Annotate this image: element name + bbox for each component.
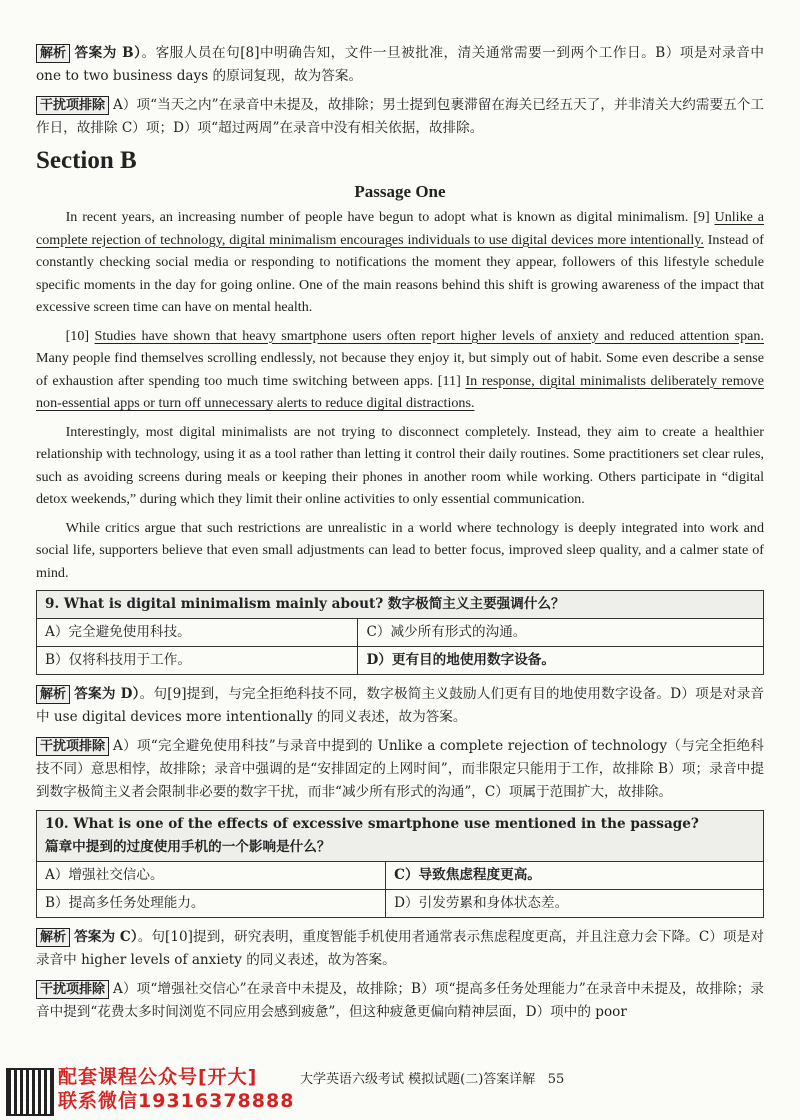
q9-distractor: [36, 735, 764, 804]
question-9-stem: 9. What is digital minimalism mainly about? 数字极简主义主要强调什么？: [37, 591, 764, 619]
answer-label: 答案为 D）: [74, 686, 140, 702]
distractor-text: A）项“增强社交信心”在录音中未提及，故排除；B）项“提高多任务处理能力”在录音中未提及，故排除；录音中提到“花费太多时间浏览不同应用会感到疲惫”，但这种疲惫更偏向精神层面，D）项中的 poor: [36, 981, 764, 1020]
passage-paragraph-2: [36, 325, 764, 415]
option-b: B）提高多任务处理能力。: [37, 890, 386, 918]
option-c-correct: C）导致焦虑程度更高。: [386, 862, 764, 890]
passage-title: Passage One: [354, 182, 446, 201]
analysis-paragraph: [36, 42, 764, 88]
watermark-line-1: 配套课程公众号[开大]: [58, 1066, 258, 1088]
passage-text: Instead of constantly checking social media or responding to notifications the moment they appear, followers of this lifestyle schedule specific moments in the day for going online. One of the main reasons behind this shift is growing awareness of the impact that excessive screen time can have on mental health.: [36, 231, 764, 315]
page-number: 55: [547, 1072, 565, 1087]
q10-analysis: [36, 926, 764, 972]
option-b: B）仅将科技用于工作。: [37, 647, 358, 675]
page-content: [36, 42, 764, 1030]
passage-text: [10]: [65, 327, 95, 344]
q9-analysis: [36, 683, 764, 729]
option-a: A）增强社交信心。: [37, 862, 386, 890]
underlined-sentence-9: Unlike a complete rejection of technology, digital minimalism encourages individuals to use digital devices more intentionally.: [36, 209, 764, 248]
distractor-tag: 干扰项排除: [36, 96, 109, 115]
distractor-tag: 干扰项排除: [36, 980, 109, 999]
qr-code-icon: [6, 1068, 54, 1116]
underlined-sentence-11: In response, digital minimalists deliberately remove non-essential apps or turn off unnecessary alerts to reduce digital distractions.: [36, 372, 765, 411]
distractor-tag: 干扰项排除: [36, 737, 109, 756]
option-d: D）引发劳累和身体状态差。: [386, 890, 764, 918]
option-a: A）完全避免使用科技。: [37, 619, 358, 647]
question-10-chinese: 篇章中提到的过度使用手机的一个影响是什么？: [45, 839, 331, 855]
watermark-line-2: 联系微信19316378888: [58, 1090, 295, 1112]
option-d-correct: D）更有目的地使用数字设备。: [358, 647, 764, 675]
analysis-text: 。句[10]提到，研究表明，重度智能手机使用者通常表示焦虑程度更高，并且注意力会下降。C）项是对录音中 higher levels of anxiety 的同义表述，故为答案。: [36, 929, 764, 968]
question-9-table: [36, 590, 764, 675]
analysis-tag: 解析: [36, 928, 70, 947]
question-10-stem: [37, 811, 764, 862]
passage-paragraph-4: While critics argue that such restrictions are unrealistic in a world where technology is deeply integrated into work and social life, supporters believe that even small adjustments can lead to better focus, improved sleep quality, and a calmer state of mind.: [36, 519, 764, 581]
analysis-tag: 解析: [36, 44, 70, 63]
answer-label: 答案为 B）: [74, 45, 142, 61]
passage-paragraph-1: [36, 206, 764, 319]
distractor-paragraph: [36, 94, 764, 140]
question-10-table: [36, 810, 764, 918]
distractor-text: A）项“完全避免使用科技”与录音中提到的 Unlike a complete rejection of technology（与完全拒绝科技不同）意思相悖，故排除；录音中强调的是“安排固定的上网时间”，而非限定只能用于工作，故排除 B）项；录音中提到数字极简主义者会限制非必要的数字干扰，而非“减少所有形式的沟通”，C）项属于范围扩大，故排除。: [36, 738, 764, 800]
passage-text: Many people find themselves scrolling endlessly, not because they enjoy it, but simply out of habit. Some even describe a sense of exhaustion after spending too much time switching between apps. [11]: [36, 350, 764, 389]
answer-label: 答案为 C）: [74, 929, 138, 945]
analysis-text: 。客服人员在句[8]中明确告知，文件一旦被批准，清关通常需要一到两个工作日。B）项是对录音中 one to two business days 的原词复现，故为答案。: [36, 45, 764, 84]
page-footer: [0, 1064, 800, 1120]
passage-text: In recent years, an increasing number of people have begun to adopt what is known as digital minimalism. [9]: [65, 209, 715, 225]
passage-paragraph-3: Interestingly, most digital minimalists are not trying to disconnect completely. Instead, they aim to create a healthier relationship with technology, using it as a tool rather than letting it control their daily routines. Some practitioners set clear rules, such as avoiding screens during meals or keeping their phones in another room while working. Others participate in “digital detox weekends,” during which they limit their online activities to only essential communication.: [36, 423, 764, 507]
distractor-text: A）项“当天之内”在录音中未提及，故排除；男士提到包裹滞留在海关已经五天了，并非清关大约需要五个工作日，故排除 C）项；D）项“超过两周”在录音中没有相关依据，故排除。: [36, 97, 764, 136]
page-info: [300, 1068, 564, 1091]
option-c: C）减少所有形式的沟通。: [358, 619, 764, 647]
underlined-sentence-10: Studies have shown that heavy smartphone users often report higher levels of anxiety and reduced attention span.: [94, 327, 764, 344]
q10-distractor: [36, 978, 764, 1024]
question-10-english: 10. What is one of the effects of excessive smartphone use mentioned in the passage?: [45, 816, 699, 832]
analysis-text: 。句[9]提到，与完全拒绝科技不同，数字极简主义鼓励人们更有目的地使用数字设备。D）项是对录音中 use digital devices more intentionally 的同义表述，故为答案。: [36, 686, 764, 725]
analysis-tag: 解析: [36, 685, 70, 704]
section-title: Section B: [36, 147, 137, 174]
book-title: 大学英语六级考试 模拟试题(二)答案详解: [300, 1072, 536, 1087]
